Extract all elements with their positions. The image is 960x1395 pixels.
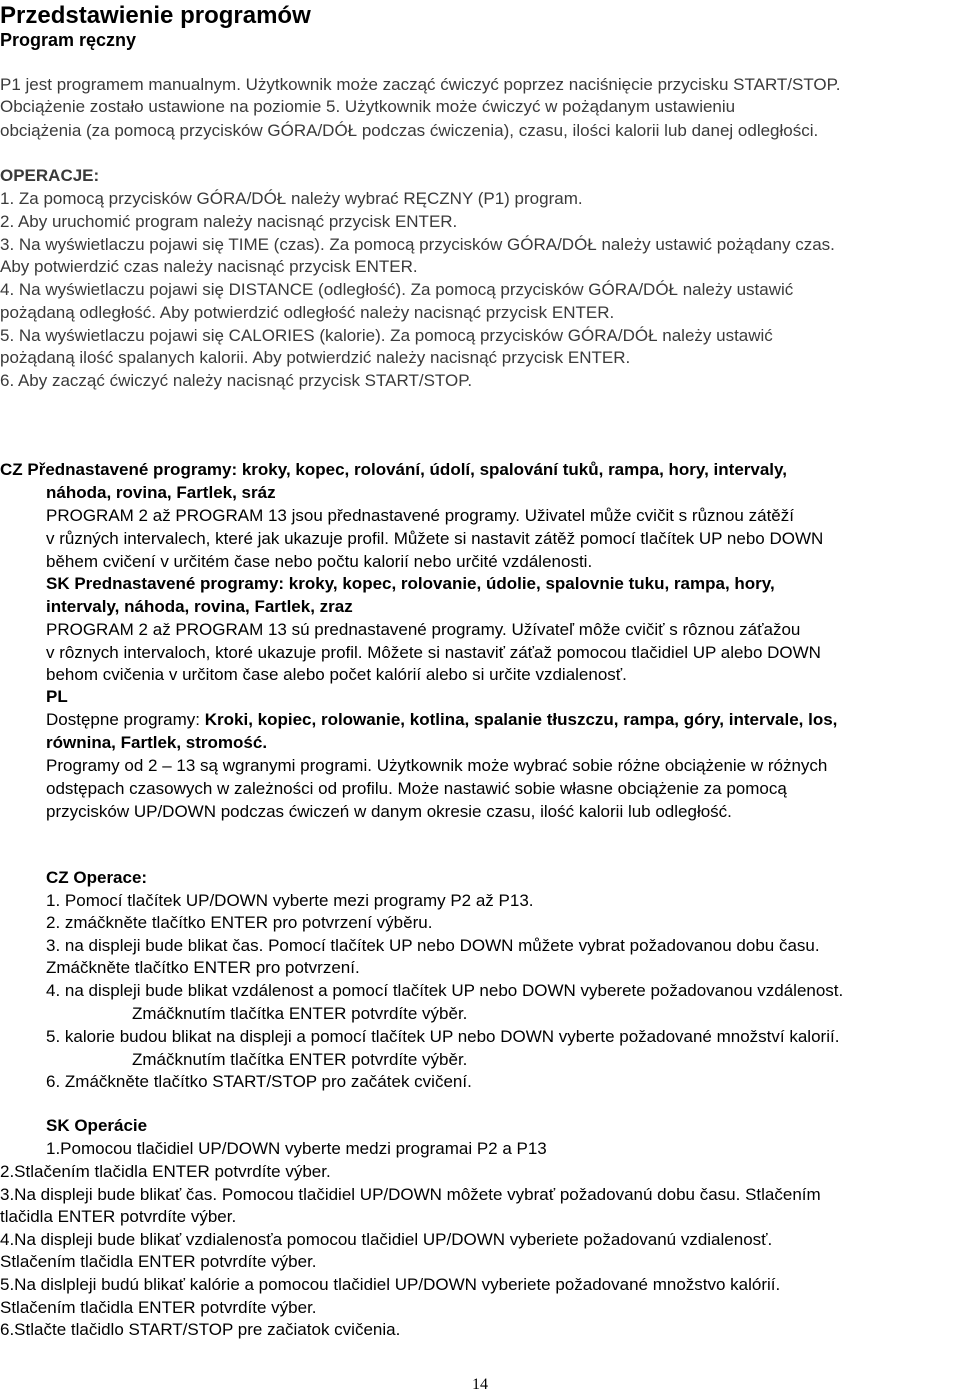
cz-operation-line: 2. zmáčkněte tlačítko ENTER pro potvrzení výběru.	[46, 913, 433, 932]
operation-line: 2. Aby uruchomić program należy nacisnąć przycisk ENTER.	[0, 212, 458, 231]
page-number: 14	[472, 1376, 488, 1393]
pl-available-list: Kroki, kopiec, rolowanie, kotlina, spalanie tłuszczu, rampa, góry, intervale, los,	[204, 710, 838, 729]
sk-presets-line: v rôznych intervaloch, ktoré ukazuje profil. Môžete si nastaviť záťaž pomocou tlačidiel UP alebo DOWN	[46, 643, 821, 662]
cz-presets-line: během cvičení v určitém čase nebo počtu kalorií nebo určité vzdálenosti.	[46, 552, 593, 571]
sk-operations-heading: SK Operácie	[46, 1116, 148, 1135]
cz-presets-line: PROGRAM 2 až PROGRAM 13 jsou přednastavené programy. Uživatel může cvičit s různou zátěží	[46, 506, 794, 525]
sk-operation-line: Stlačením tlačidla ENTER potvrdíte výber.	[0, 1252, 317, 1271]
operation-line: 4. Na wyświetlaczu pojawi się DISTANCE (odległość). Za pomocą przycisków GÓRA/DÓŁ należy ustawić	[0, 280, 794, 299]
cz-presets-heading-cont: náhoda, rovina, Fartlek, sráz	[46, 483, 276, 502]
operation-line: 6. Aby zacząć ćwiczyć należy nacisnąć przycisk START/STOP.	[0, 371, 473, 390]
intro-line: P1 jest programem manualnym. Użytkownik może zacząć ćwiczyć poprzez naciśnięcie przycisku START/STOP.	[0, 75, 841, 94]
cz-operation-line: 1. Pomocí tlačítek UP/DOWN vyberte mezi programy P2 až P13.	[46, 891, 534, 910]
page-title: Przedstawienie programów	[0, 2, 311, 29]
cz-operation-line: 5. kalorie budou blikat na displeji a pomocí tlačítek UP nebo DOWN vyberte požadované množství kalorií.	[46, 1027, 840, 1046]
sk-operation-line: 5.Na dislpleji budú blikať kalórie a pomocou tlačidiel UP/DOWN vyberiete požadované množstvo kalórií.	[0, 1275, 781, 1294]
intro-line: obciążenia (za pomocą przycisków GÓRA/DÓŁ podczas ćwiczenia), czasu, ilości kalorii lub danej odległości.	[0, 121, 819, 140]
pl-presets-line: Programy od 2 – 13 są wgranymi programi. Użytkownik może wybrać sobie różne obciążenie w różnych	[46, 756, 828, 775]
sk-presets-line: behom cvičenia v určitom čase alebo počet kalórií alebo si určite vzdialenosť.	[46, 665, 627, 684]
cz-presets-line: v různých intervalech, které jak ukazuje profil. Můžete si nastavit zátěž pomocí tlačítek UP nebo DOWN	[46, 529, 824, 548]
pl-available-line	[46, 709, 837, 731]
cz-operation-line: Zmáčkněte tlačítko ENTER pro potvrzení.	[46, 958, 360, 977]
intro-line: Obciążenie zostało ustawione na poziomie 5. Użytkownik może ćwiczyć w pożądanym ustawieniu	[0, 97, 736, 116]
cz-presets-heading: CZ Přednastavené programy: kroky, kopec, rolování, údolí, spalování tuků, rampa, hory, intervaly,	[0, 460, 787, 479]
cz-operation-line: 6. Zmáčkněte tlačítko START/STOP pro začátek cvičení.	[46, 1072, 472, 1091]
operation-line: pożądaną ilość spalanych kalorii. Aby potwierdzić należy nacisnąć przycisk ENTER.	[0, 348, 631, 367]
sk-operation-line: tlačidla ENTER potvrdíte výber.	[0, 1207, 237, 1226]
sk-operation-line: Stlačením tlačidla ENTER potvrdíte výber.	[0, 1298, 317, 1317]
pl-presets-line: odstępach czasowych w zależności od profilu. Może nastawić sobie własne obciążenie za pomocą	[46, 779, 787, 798]
sk-operation-line: 2.Stlačením tlačidla ENTER potvrdíte výber.	[0, 1162, 331, 1181]
sk-operation-line: 6.Stlačte tlačidlo START/STOP pre začiatok cvičenia.	[0, 1320, 401, 1339]
cz-operation-line: 3. na displeji bude blikat čas. Pomocí tlačítek UP nebo DOWN můžete vybrat požadovanou dobu času.	[46, 936, 820, 955]
sk-presets-line: PROGRAM 2 až PROGRAM 13 sú prednastavené programy. Užívateľ môže cvičiť s rôznou záťažou	[46, 620, 801, 639]
sk-presets-heading: SK Prednastavené programy: kroky, kopec, rolovanie, údolie, spalovnie tuku, rampa, hory,	[46, 574, 775, 593]
page-subtitle: Program ręczny	[0, 30, 137, 50]
operation-line: 1. Za pomocą przycisków GÓRA/DÓŁ należy wybrać RĘCZNY (P1) program.	[0, 189, 583, 208]
pl-available-label: Dostępne programy:	[46, 710, 205, 729]
pl-heading: PL	[46, 687, 68, 706]
operation-line: pożądaną odległość. Aby potwierdzić odległość należy nacisnąć przycisk ENTER.	[0, 303, 615, 322]
sk-presets-heading-cont: intervaly, náhoda, rovina, Fartlek, zraz	[46, 597, 353, 616]
cz-operations-heading: CZ Operace:	[46, 868, 148, 887]
operation-line: 5. Na wyświetlaczu pojawi się CALORIES (kalorie). Za pomocą przycisków GÓRA/DÓŁ należy ustawić	[0, 326, 773, 345]
cz-operation-line: 4. na displeji bude blikat vzdálenost a pomocí tlačítek UP nebo DOWN vyberete požadovanou vzdálenost.	[46, 981, 844, 1000]
operations-heading: OPERACJE:	[0, 166, 100, 185]
sk-operation-line: 1.Pomocou tlačidiel UP/DOWN vyberte medzi programai P2 a P13	[46, 1139, 547, 1158]
sk-operation-line: 3.Na displeji bude blikať čas. Pomocou tlačidiel UP/DOWN môžete vybrať požadovanú dobu času. Stlačením	[0, 1185, 821, 1204]
operation-line: Aby potwierdzić czas należy nacisnąć przycisk ENTER.	[0, 257, 418, 276]
cz-operation-line: Zmáčknutím tlačítka ENTER potvrdíte výběr.	[132, 1004, 468, 1023]
cz-operation-line: Zmáčknutím tlačítka ENTER potvrdíte výběr.	[132, 1050, 468, 1069]
operation-line: 3. Na wyświetlaczu pojawi się TIME (czas). Za pomocą przycisków GÓRA/DÓŁ należy ustawić pożądany czas.	[0, 235, 835, 254]
sk-operation-line: 4.Na displeji bude blikať vzdialenosťa pomocou tlačidiel UP/DOWN vyberiete požadovanú vzdialenosť.	[0, 1230, 773, 1249]
pl-available-list-cont: równina, Fartlek, stromość.	[46, 733, 268, 752]
pl-presets-line: przycisków UP/DOWN podczas ćwiczeń w danym okresie czasu, ilość kalorii lub odległość.	[46, 802, 732, 821]
